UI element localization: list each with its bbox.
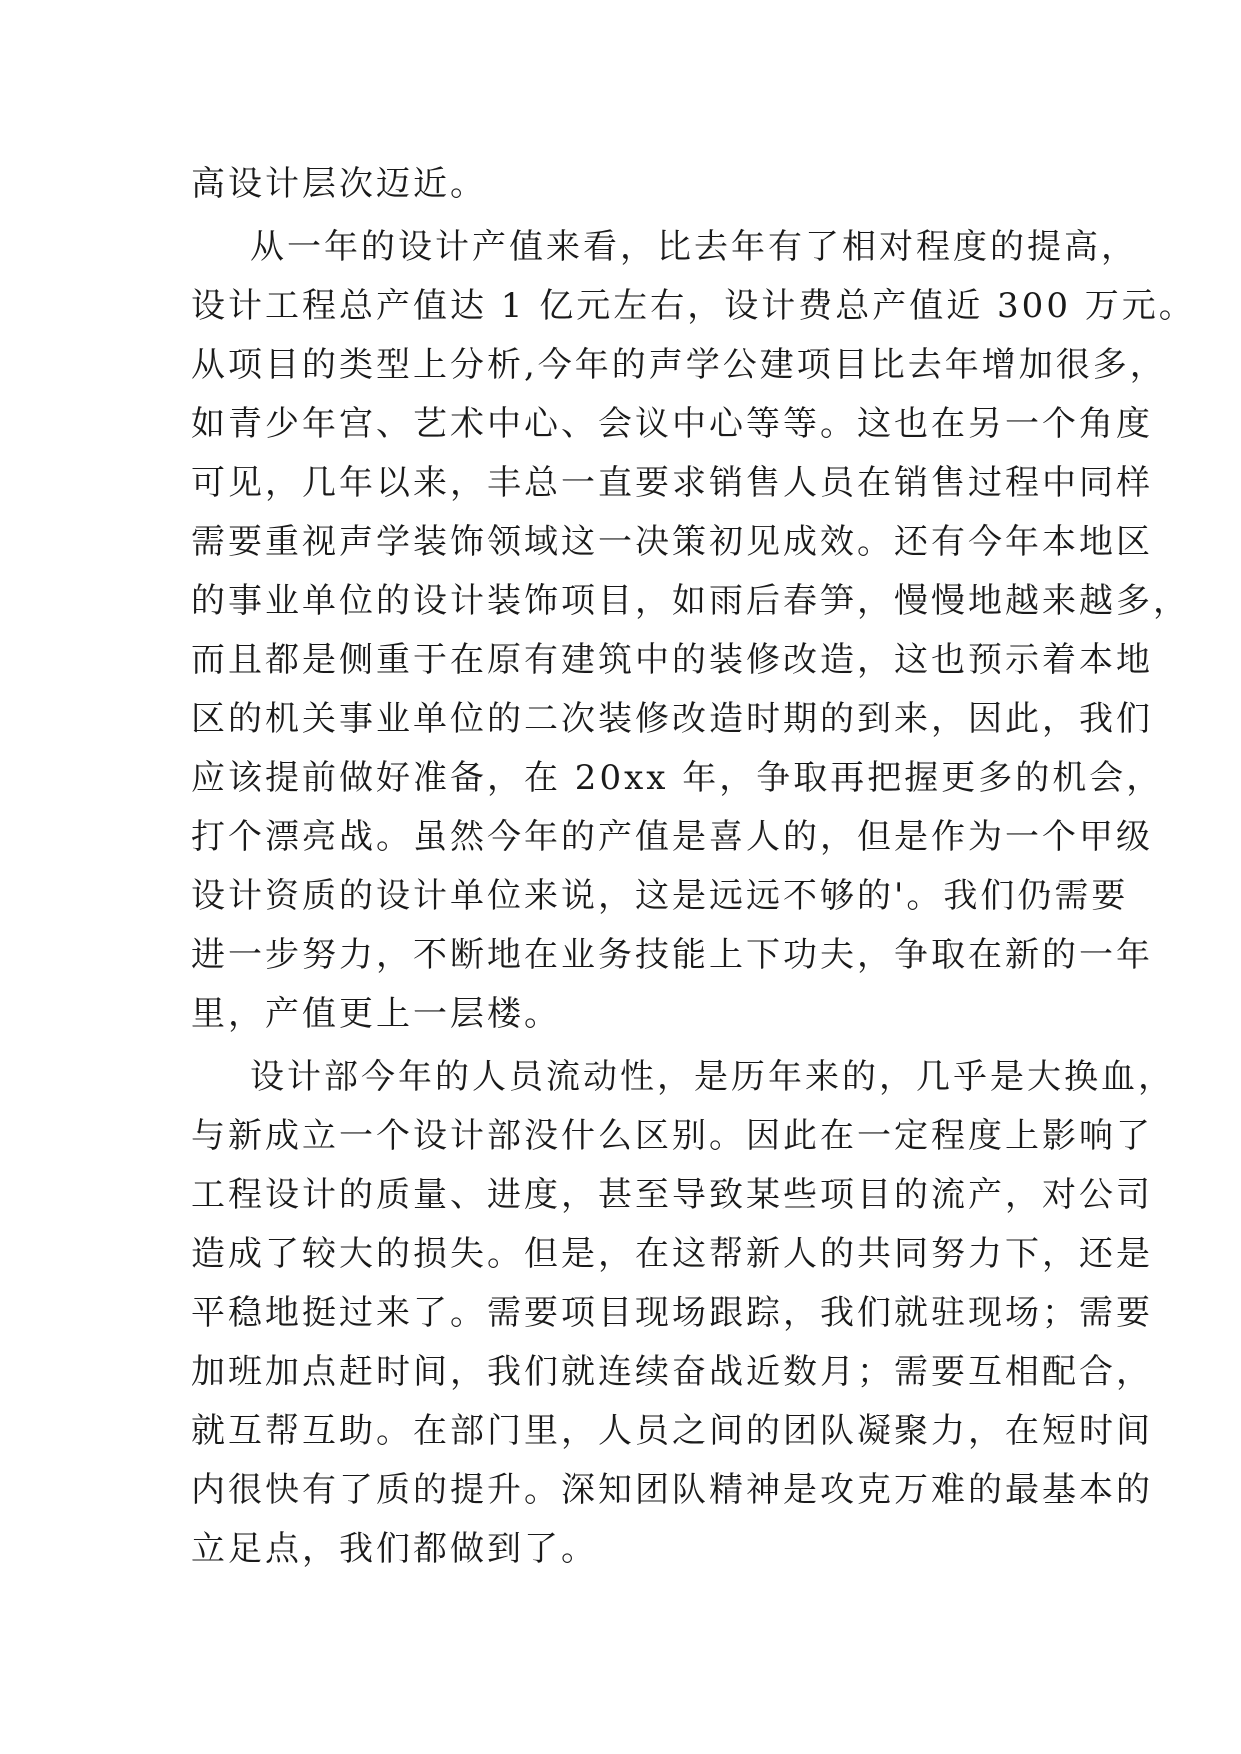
paragraph-1 — [191, 155, 1071, 214]
text-line: 里，产值更上一层楼。 — [191, 994, 561, 1034]
text-line: 从项目的类型上分析,今年的声学公建项目比去年增加很多， — [191, 345, 1167, 385]
text-line: 造成了较大的损失。但是，在这帮新人的共同努力下，还是 — [191, 1234, 1153, 1274]
text-line: 可见，几年以来，丰总一直要求销售人员在销售过程中同样 — [191, 463, 1153, 503]
text-line-first: 设计部今年的人员流动性，是历年来的，几乎是大换血， — [250, 1057, 1175, 1097]
text-line: 应该提前做好准备，在 20xx 年，争取再把握更多的机会， — [191, 758, 1164, 798]
text-line: 高设计层次迈近。 — [191, 164, 487, 204]
text-line: 内很快有了质的提升。深知团队精神是攻克万难的最基本的 — [191, 1470, 1153, 1510]
text-line: 区的机关事业单位的二次装修改造时期的到来，因此，我们 — [191, 699, 1153, 739]
text-line: 平稳地挺过来了。需要项目现场跟踪，我们就驻现场；需要 — [191, 1293, 1153, 1333]
document-body — [191, 155, 1196, 1579]
text-line-first: 从一年的设计产值来看，比去年有了相对程度的提高， — [250, 227, 1138, 267]
text-line: 加班加点赶时间，我们就连续奋战近数月；需要互相配合， — [191, 1352, 1153, 1392]
paragraph-3 — [191, 1048, 1175, 1579]
text-line: 打个漂亮战。虽然今年的产值是喜人的，但是作为一个甲级 — [191, 817, 1153, 857]
text-line: 的事业单位的设计装饰项目，如雨后春笋，慢慢地越来越多， — [191, 581, 1190, 621]
text-line: 就互帮互助。在部门里，人员之间的团队凝聚力，在短时间 — [191, 1411, 1153, 1451]
text-line: 设计工程总产值达 1 亿元左右，设计费总产值近 300 万元。 — [191, 286, 1196, 326]
text-line: 工程设计的质量、进度，甚至导致某些项目的流产，对公司 — [191, 1175, 1153, 1215]
text-line: 设计资质的设计单位来说，这是远远不够的'。我们仍需要 — [191, 876, 1129, 916]
text-line: 需要重视声学装饰领域这一决策初见成效。还有今年本地区 — [191, 522, 1153, 562]
text-line: 进一步努力，不断地在业务技能上下功夫，争取在新的一年 — [191, 935, 1153, 975]
text-line: 立足点，我们都做到了。 — [191, 1529, 598, 1569]
text-line: 而且都是侧重于在原有建筑中的装修改造，这也预示着本地 — [191, 640, 1153, 680]
text-line: 如青少年宫、艺术中心、会议中心等等。这也在另一个角度 — [191, 404, 1153, 444]
text-line: 与新成立一个设计部没什么区别。因此在一定程度上影响了 — [191, 1116, 1153, 1156]
paragraph-2 — [191, 218, 1196, 1044]
